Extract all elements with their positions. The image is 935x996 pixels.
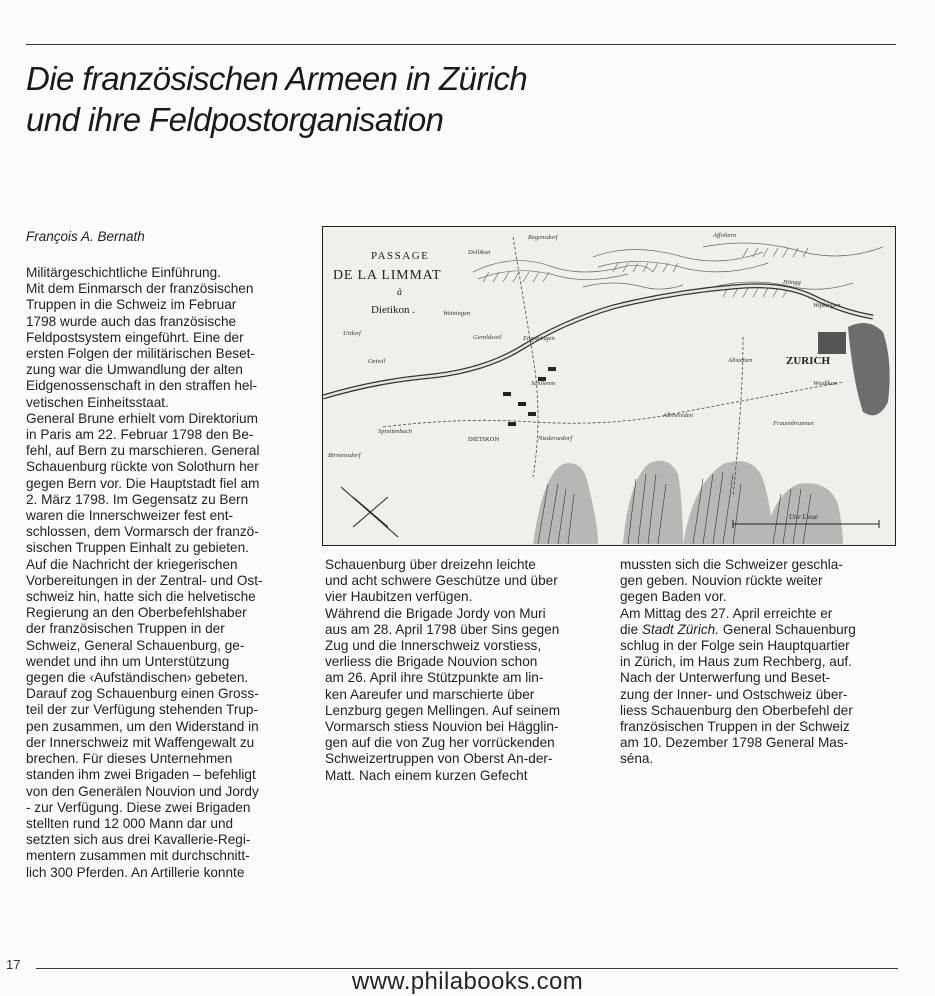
col1-line: gegen Bern vor. Die Hauptstadt fiel am xyxy=(26,475,260,491)
map-place-label: Oetwil xyxy=(368,358,386,365)
col1-line: fehl, auf Bern zu marschieren. General xyxy=(26,443,260,459)
compass-arrow xyxy=(341,487,398,537)
map-place-label: Weiningen xyxy=(443,310,471,317)
map-place-label: Birmensdorf xyxy=(328,452,361,459)
col1-line: Militärgeschichtliche Einführung. xyxy=(26,265,221,280)
col1-line: teil der zur Verfügung stehenden Trup- xyxy=(26,702,258,718)
col2-line: Zug und die Innerschweiz vorstiess, xyxy=(325,638,542,654)
col1-line: gegen die ‹Aufständischen› gebeten. xyxy=(26,670,249,686)
col1-line: Auf die Nachricht der kriegerischen xyxy=(26,556,238,572)
col1-line: Vorbereitungen in der Zentral- und Ost- xyxy=(26,572,263,588)
col3-line: französischen Truppen in der Schweiz xyxy=(620,719,850,735)
zurich-city xyxy=(818,332,846,354)
map-place-label: Engstringen xyxy=(523,335,555,342)
map-title-3: à xyxy=(397,287,402,298)
col3-line: Nach der Unterwerfung und Beset- xyxy=(620,670,831,686)
col1-line: Darauf zog Schauenburg einen Gross- xyxy=(26,686,259,702)
col2-line: ken Aareufer und marschierte über xyxy=(325,686,535,702)
col3-line: in Zürich, im Haus zum Rechberg, auf. xyxy=(620,654,852,670)
col2-line: verliess die Brigade Nouvion schon xyxy=(325,654,538,670)
col1-line: von den Generälen Nouvion und Jordy xyxy=(26,783,259,799)
map-label-dietikon: DIETIKON xyxy=(468,436,500,443)
title-line-1: Die französischen Armeen in Zürich xyxy=(26,60,528,97)
col3-line: mussten sich die Schweizer geschla- xyxy=(620,557,843,572)
col1-line: mentern zusammen mit durchschnitt- xyxy=(26,848,250,864)
col1-line: 2. März 1798. Im Gegensatz zu Bern xyxy=(26,491,249,507)
historic-map xyxy=(322,226,896,546)
text-column-1 xyxy=(26,265,311,881)
col1-line: Regierung an den Oberbefehlshaber xyxy=(26,605,247,621)
col2-line: und acht schwere Geschütze und über xyxy=(325,573,558,589)
col1-line: Eidgenossenschaft in den straffen hel- xyxy=(26,378,257,394)
col1-line: in Paris am 22. Februar 1798 den Be- xyxy=(26,427,254,443)
text-column-3 xyxy=(620,557,905,768)
col1-line: vetischen Einheitsstaat. xyxy=(26,394,169,410)
lake xyxy=(848,323,890,415)
col3-line: zung der Inner- und Ostschweiz über- xyxy=(620,686,848,702)
map-hills xyxy=(473,243,883,289)
author: François A. Bernath xyxy=(26,229,145,244)
col2-line: Schweizertruppen von Oberst An-der- xyxy=(325,751,553,767)
map-place-label: Frauenbrunnen xyxy=(773,420,814,427)
map-place-label: Niederurdorf xyxy=(538,435,573,442)
map-label-zurich: ZURICH xyxy=(786,355,831,367)
col1-line: der französischen Truppen in der xyxy=(26,621,225,637)
col1-line: der Innerschweiz mit Waffengewalt zu xyxy=(26,734,255,750)
col1-line: Mit dem Einmarsch der französischen xyxy=(26,281,254,297)
map-title-4: Dietikon . xyxy=(371,304,415,316)
text-column-2 xyxy=(325,557,605,784)
map-hatching xyxy=(483,248,808,297)
col3-line: schlug in der Folge sein Hauptquartier xyxy=(620,638,850,654)
map-place-label: Höngg xyxy=(783,279,801,286)
map-place-label: Dellikon xyxy=(468,249,491,256)
map-place-label: Albisrieden xyxy=(663,412,693,419)
col2-line: am 26. April ihre Stützpunkte am lin- xyxy=(325,670,544,686)
col1-line: - zur Verfügung. Diese zwei Brigaden xyxy=(26,799,251,815)
top-rule xyxy=(26,44,896,45)
page-title xyxy=(26,58,726,140)
col2-line: Während die Brigade Jordy von Muri xyxy=(325,605,546,621)
col1-line: ersten Folgen der militärischen Beset- xyxy=(26,346,255,362)
map-place-label: Schlieren xyxy=(531,380,556,387)
troop-markers xyxy=(503,367,556,426)
col3-line: am 10. Dezember 1798 General Mas- xyxy=(620,735,849,751)
map-ridges xyxy=(533,461,843,544)
col2-line: aus am 28. April 1798 über Sins gegen xyxy=(325,621,560,637)
col2-line: Matt. Nach einem kurzen Gefecht xyxy=(325,767,528,783)
title-line-2: und ihre Feldpostorganisation xyxy=(26,101,444,138)
map-title-1: PASSAGE xyxy=(371,250,430,262)
col1-line: schweiz hin, hatte sich die helvetische xyxy=(26,589,256,605)
col2-line: vier Haubitzen verfügen. xyxy=(325,589,473,605)
col1-line: stellten rund 12 000 Mann dar und xyxy=(26,815,234,831)
col3-line-stadt xyxy=(620,622,905,638)
col1-line: standen ihm zwei Brigaden – befehligt xyxy=(26,767,256,783)
col3-line-post: General Schauenburg xyxy=(718,621,856,637)
col1-line: Feldpostsystem eingeführt. Eine der xyxy=(26,329,244,345)
map-place-label: Regensdorf xyxy=(528,234,558,241)
watermark: www.philabooks.com xyxy=(351,968,584,995)
map-scale-label: Une Lieue xyxy=(789,513,818,521)
col3-line: Am Mittag des 27. April erreichte er xyxy=(620,605,833,621)
col1-line: wendet und ihn um Unterstützung xyxy=(26,653,230,669)
stadt-zurich-emphasis: Stadt Zürich. xyxy=(641,621,719,637)
col2-line: Schauenburg über dreizehn leichte xyxy=(325,557,536,572)
col1-line: brechen. Für dieses Unternehmen xyxy=(26,751,233,767)
col1-line: lich 300 Pferden. An Artillerie konnte xyxy=(26,864,245,880)
col1-line: Schauenburg rückte von Solothurn her xyxy=(26,459,259,475)
map-roads xyxy=(383,237,843,497)
col1-line: pen zusammen, um den Widerstand in xyxy=(26,718,259,734)
map-place-label: Altstetten xyxy=(728,357,753,364)
col2-line: gen auf die von Zug her vorrückenden xyxy=(325,735,555,751)
col1-line: setzten sich aus drei Kavallerie-Regi- xyxy=(26,832,251,848)
col1-line: Truppen in die Schweiz im Februar xyxy=(26,297,237,313)
col1-line: zung war die Umwandlung der alten xyxy=(26,362,243,378)
col3-line: gegen Baden vor. xyxy=(620,589,727,605)
map-place-label: Urdorf xyxy=(343,330,361,337)
map-place-label: Geroldswil xyxy=(473,334,502,341)
col1-line: schlossen, dem Vormarsch der franzö- xyxy=(26,524,259,540)
map-place-label: Affoltern xyxy=(713,232,737,239)
page-number: 17 xyxy=(6,957,21,972)
col1-line: waren die Innerschweizer fest ent- xyxy=(26,508,234,524)
map-title-2: DE LA LIMMAT xyxy=(333,268,442,283)
col2-line: Lenzburg gegen Mellingen. Auf seinem xyxy=(325,702,561,718)
col3-line: séna. xyxy=(620,751,654,767)
col1-line: sischen Truppen Einhalt zu gebieten. xyxy=(26,540,249,556)
col1-line: 1798 wurde auch das französische xyxy=(26,313,237,329)
map-place-label: Wiedikon xyxy=(813,380,838,387)
col3-line-pre: die xyxy=(620,621,642,637)
col3-line: liess Schauenburg den Oberbefehl der xyxy=(620,702,853,718)
col1-line: Schweiz, General Schauenburg, ge- xyxy=(26,637,245,653)
map-place-label: Spreitenbach xyxy=(378,428,413,435)
map-place-label: Wipkingen xyxy=(813,302,841,309)
col3-line: gen geben. Nouvion rückte weiter xyxy=(620,573,823,589)
col1-line: General Brune erhielt vom Direktorium xyxy=(26,410,258,426)
col2-line: Vormarsch stiess Nouvion bei Hägglin- xyxy=(325,719,559,735)
